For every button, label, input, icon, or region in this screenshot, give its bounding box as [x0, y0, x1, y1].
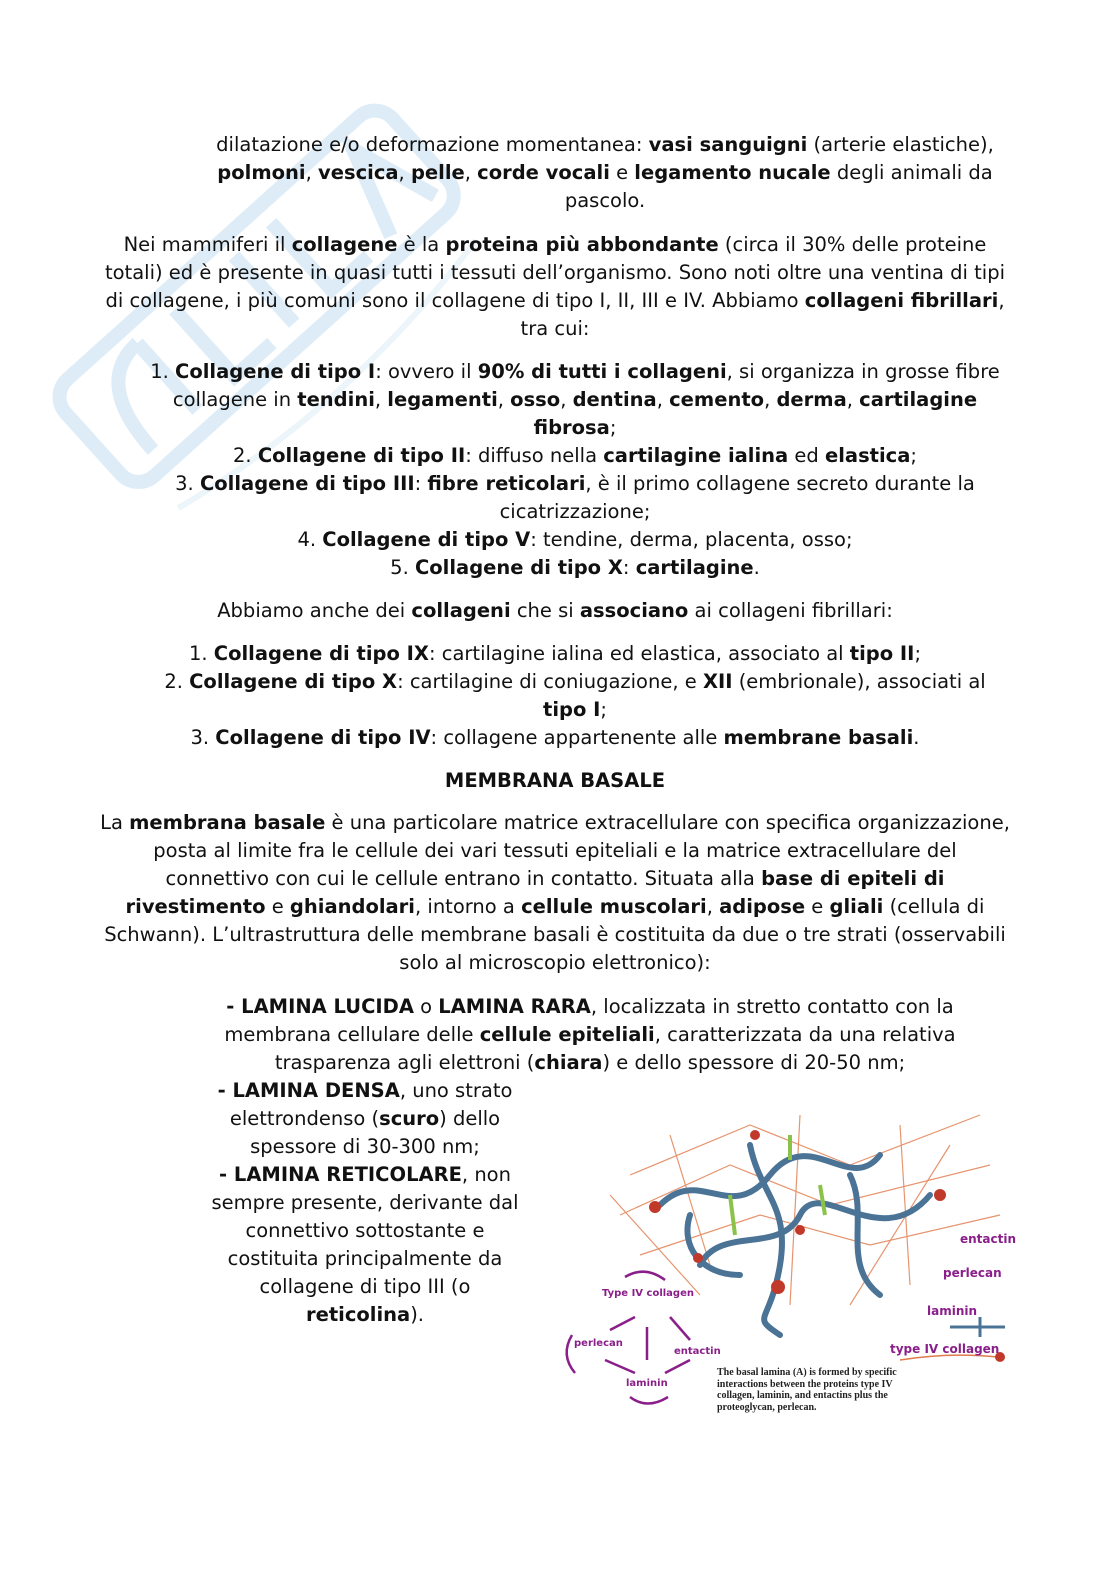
bold-text: proteina più abbondante [445, 233, 719, 256]
bold-text: - [219, 1163, 234, 1186]
bold-text: collageni [411, 599, 511, 622]
text: . [913, 726, 920, 749]
text: 2. [164, 670, 190, 693]
text: 1. [150, 360, 176, 383]
bold-text: membrane basali [723, 726, 914, 749]
bold-text: cellule epiteliali [479, 1023, 655, 1046]
cycle-laminin: laminin [626, 1378, 668, 1389]
text: , [374, 388, 388, 411]
text: è una particolare matrice extracellulare con specifica organizzazione, posta al limite fra le cellule dei vari tessuti epiteliali e la matrice extracellulare del connettivo con cui le cellule entrano in contatto. Situata alla [153, 811, 1010, 890]
basal-lamina-figure [550, 1105, 1017, 1435]
list-collageni-associati [100, 640, 1010, 752]
text: (circa il 30% delle proteine totali) ed è presente in quasi tutti i tessuti dell’organismo. Sono noti oltre una ventina di tipi di collagene, i più comuni sono il collagene di tipo I, II, III e IV. Abbiamo [104, 233, 1006, 312]
text: 5. [390, 556, 415, 579]
text: , [846, 388, 860, 411]
bold-text: legamento nucale [634, 161, 831, 184]
bold-text: osso [510, 388, 561, 411]
bold-text: vescica [318, 161, 399, 184]
text: , [706, 895, 720, 918]
text: 1. [188, 642, 214, 665]
text: (embrionale), associati al [732, 670, 986, 693]
text: ; [914, 642, 922, 665]
bold-text: chiara [534, 1051, 603, 1074]
bold-text: reticolina [305, 1303, 411, 1326]
bold-text: derma [776, 388, 847, 411]
list-item [100, 724, 1010, 752]
bold-text: cartilagine ialina [603, 444, 789, 467]
text: : [622, 556, 636, 579]
text: o [413, 995, 439, 1018]
paragraph-dilatazione [210, 131, 1000, 215]
bold-text: base di epiteli di rivestimento [125, 867, 945, 918]
text: , è il primo collagene secreto durante la cicatrizzazione; [499, 472, 975, 523]
bold-text: Collagene di tipo III [199, 472, 415, 495]
text: ; [910, 444, 917, 467]
text: , [305, 161, 319, 184]
bullet-lamina-densa [200, 1077, 530, 1161]
bold-text: Collagene di tipo I [175, 360, 376, 383]
section-heading: MEMBRANA BASALE [444, 769, 666, 792]
bold-text: pelle [410, 161, 465, 184]
bold-text: Collagene di tipo X [414, 556, 623, 579]
bold-text: LAMINA RETICOLARE [233, 1163, 462, 1186]
bold-text: Collagene di tipo IV [215, 726, 431, 749]
bullet-lamina-reticolare [200, 1161, 530, 1329]
bold-text: LAMINA RARA [438, 995, 591, 1018]
bold-text: cartilagine [635, 556, 754, 579]
paragraph-membrana-basale [100, 809, 1010, 977]
page-content [100, 131, 1017, 1435]
text: ; [600, 698, 607, 721]
text: 2. [233, 444, 258, 467]
text: , [464, 161, 478, 184]
bold-text: Collagene di tipo IX [213, 642, 429, 665]
text: . [753, 556, 760, 579]
bold-text: elastica [825, 444, 911, 467]
text: (cellula di Schwann). L’ultrastruttura delle membrane basali è costituita da due o tre strati (osservabili solo al microscopio elettronico): [104, 895, 1006, 974]
bold-text: cemento [669, 388, 765, 411]
text: ) dello spessore di 30-300 nm; [250, 1107, 501, 1158]
text: , tra cui: [520, 289, 1005, 340]
text: degli animali da pascolo. [564, 161, 993, 212]
text: : collagene appartenente alle [430, 726, 724, 749]
bold-text: tipo I [543, 698, 601, 721]
bold-text: LAMINA LUCIDA [241, 995, 414, 1018]
bold-text: collageni fibrillari [804, 289, 999, 312]
text: : [414, 472, 428, 495]
bold-text: tendini [297, 388, 375, 411]
legend-type-iv-collagen: type IV collagen [890, 1342, 1000, 1356]
text: , [497, 388, 511, 411]
bold-text: tipo II [849, 642, 915, 665]
bold-text: collagene [291, 233, 398, 256]
bold-text: corde vocali [477, 161, 610, 184]
text: , intorno a [415, 895, 522, 918]
list-item [140, 554, 1010, 582]
text: : tendine, derma, placenta, osso; [530, 528, 853, 551]
bold-text: polmoni [217, 161, 306, 184]
cycle-type-iv-collagen: Type IV collagen [602, 1288, 694, 1299]
text: , non sempre presente, derivante dal connettivo sottostante e costituita principalmente da collagene di tipo III (o [211, 1163, 519, 1298]
text: , uno strato elettrondenso ( [229, 1079, 513, 1130]
text: : ovvero il [375, 360, 478, 383]
text: : cartilagine ialina ed elastica, associato al [428, 642, 850, 665]
text: (arterie elastiche), [807, 133, 994, 156]
bold-text: Collagene di tipo V [322, 528, 531, 551]
text: ed [788, 444, 825, 467]
text: , si organizza in grosse fibre collagene in [172, 360, 1000, 411]
bold-text: Collagene di tipo II [257, 444, 466, 467]
text: che si [510, 599, 580, 622]
text: e [805, 895, 830, 918]
text: , [656, 388, 670, 411]
cycle-perlecan: perlecan [574, 1338, 623, 1349]
figure-caption: The basal lamina (A) is formed by specific interactions between the proteins type IV collagen, laminin, and entactins plus the proteoglycan, perlecan. [717, 1367, 897, 1413]
text: ) e dello spessore di 20-50 nm; [602, 1051, 906, 1074]
text: ai collageni fibrillari: [688, 599, 893, 622]
text: 3. [175, 472, 200, 495]
text: La [100, 811, 130, 834]
bold-text: 90% di tutti i collageni [477, 360, 727, 383]
paragraph-mammiferi [100, 231, 1010, 343]
lamina-left-column [200, 1077, 530, 1329]
bold-text: cellule muscolari [521, 895, 707, 918]
bold-text: - [217, 1079, 233, 1102]
text: e [265, 895, 290, 918]
text: dilatazione e/o deformazione momentanea: [216, 133, 649, 156]
bold-text: vasi sanguigni [648, 133, 808, 156]
legend-entactin: entactin [960, 1232, 1017, 1246]
text: , [560, 388, 573, 411]
bold-text: membrana basale [129, 811, 326, 834]
list-collageni-fibrillari [100, 358, 1010, 582]
text: , [398, 161, 411, 184]
bold-text: legamenti [387, 388, 498, 411]
bold-text: scuro [379, 1107, 440, 1130]
paragraph-associano [100, 597, 1010, 625]
bold-text: adipose [719, 895, 806, 918]
list-item [140, 358, 1010, 442]
bold-text: XII [702, 670, 733, 693]
bold-text: Collagene di tipo X [189, 670, 398, 693]
list-item [150, 668, 1000, 724]
list-item [140, 526, 1010, 554]
bullet-lamina-lucida [170, 993, 1010, 1077]
bold-text: ghiandolari [289, 895, 415, 918]
text: e [609, 161, 635, 184]
bold-text: fibre reticolari [427, 472, 586, 495]
text: , localizzata in stretto contatto con la membrana cellulare delle [224, 995, 954, 1046]
bold-text: associano [579, 599, 689, 622]
text: Abbiamo anche dei [217, 599, 412, 622]
list-item [160, 470, 990, 526]
text: 3. [190, 726, 216, 749]
lamina-row [100, 1077, 1017, 1435]
bold-text: cartilagine fibrosa [533, 388, 978, 439]
list-item [140, 442, 1010, 470]
text: ). [410, 1303, 425, 1326]
bold-text: - [226, 995, 242, 1018]
text: 4. [297, 528, 323, 551]
legend-laminin: laminin [927, 1304, 978, 1318]
bold-text: gliali [829, 895, 884, 918]
cycle-entactin: entactin [674, 1346, 721, 1357]
bold-text: dentina [572, 388, 657, 411]
list-item [100, 640, 1010, 668]
text: , caratterizzata da una relativa trasparenza agli elettroni ( [274, 1023, 956, 1074]
text: Nei mammiferi il [123, 233, 292, 256]
text: , [764, 388, 777, 411]
text: : cartilagine di coniugazione, e [397, 670, 703, 693]
legend-perlecan: perlecan [943, 1266, 1002, 1280]
text: è la [397, 233, 446, 256]
laminin-legend-glyph [950, 1317, 1005, 1337]
bold-text: LAMINA DENSA [232, 1079, 400, 1102]
text: ; [609, 416, 617, 439]
text: : diffuso nella [465, 444, 604, 467]
